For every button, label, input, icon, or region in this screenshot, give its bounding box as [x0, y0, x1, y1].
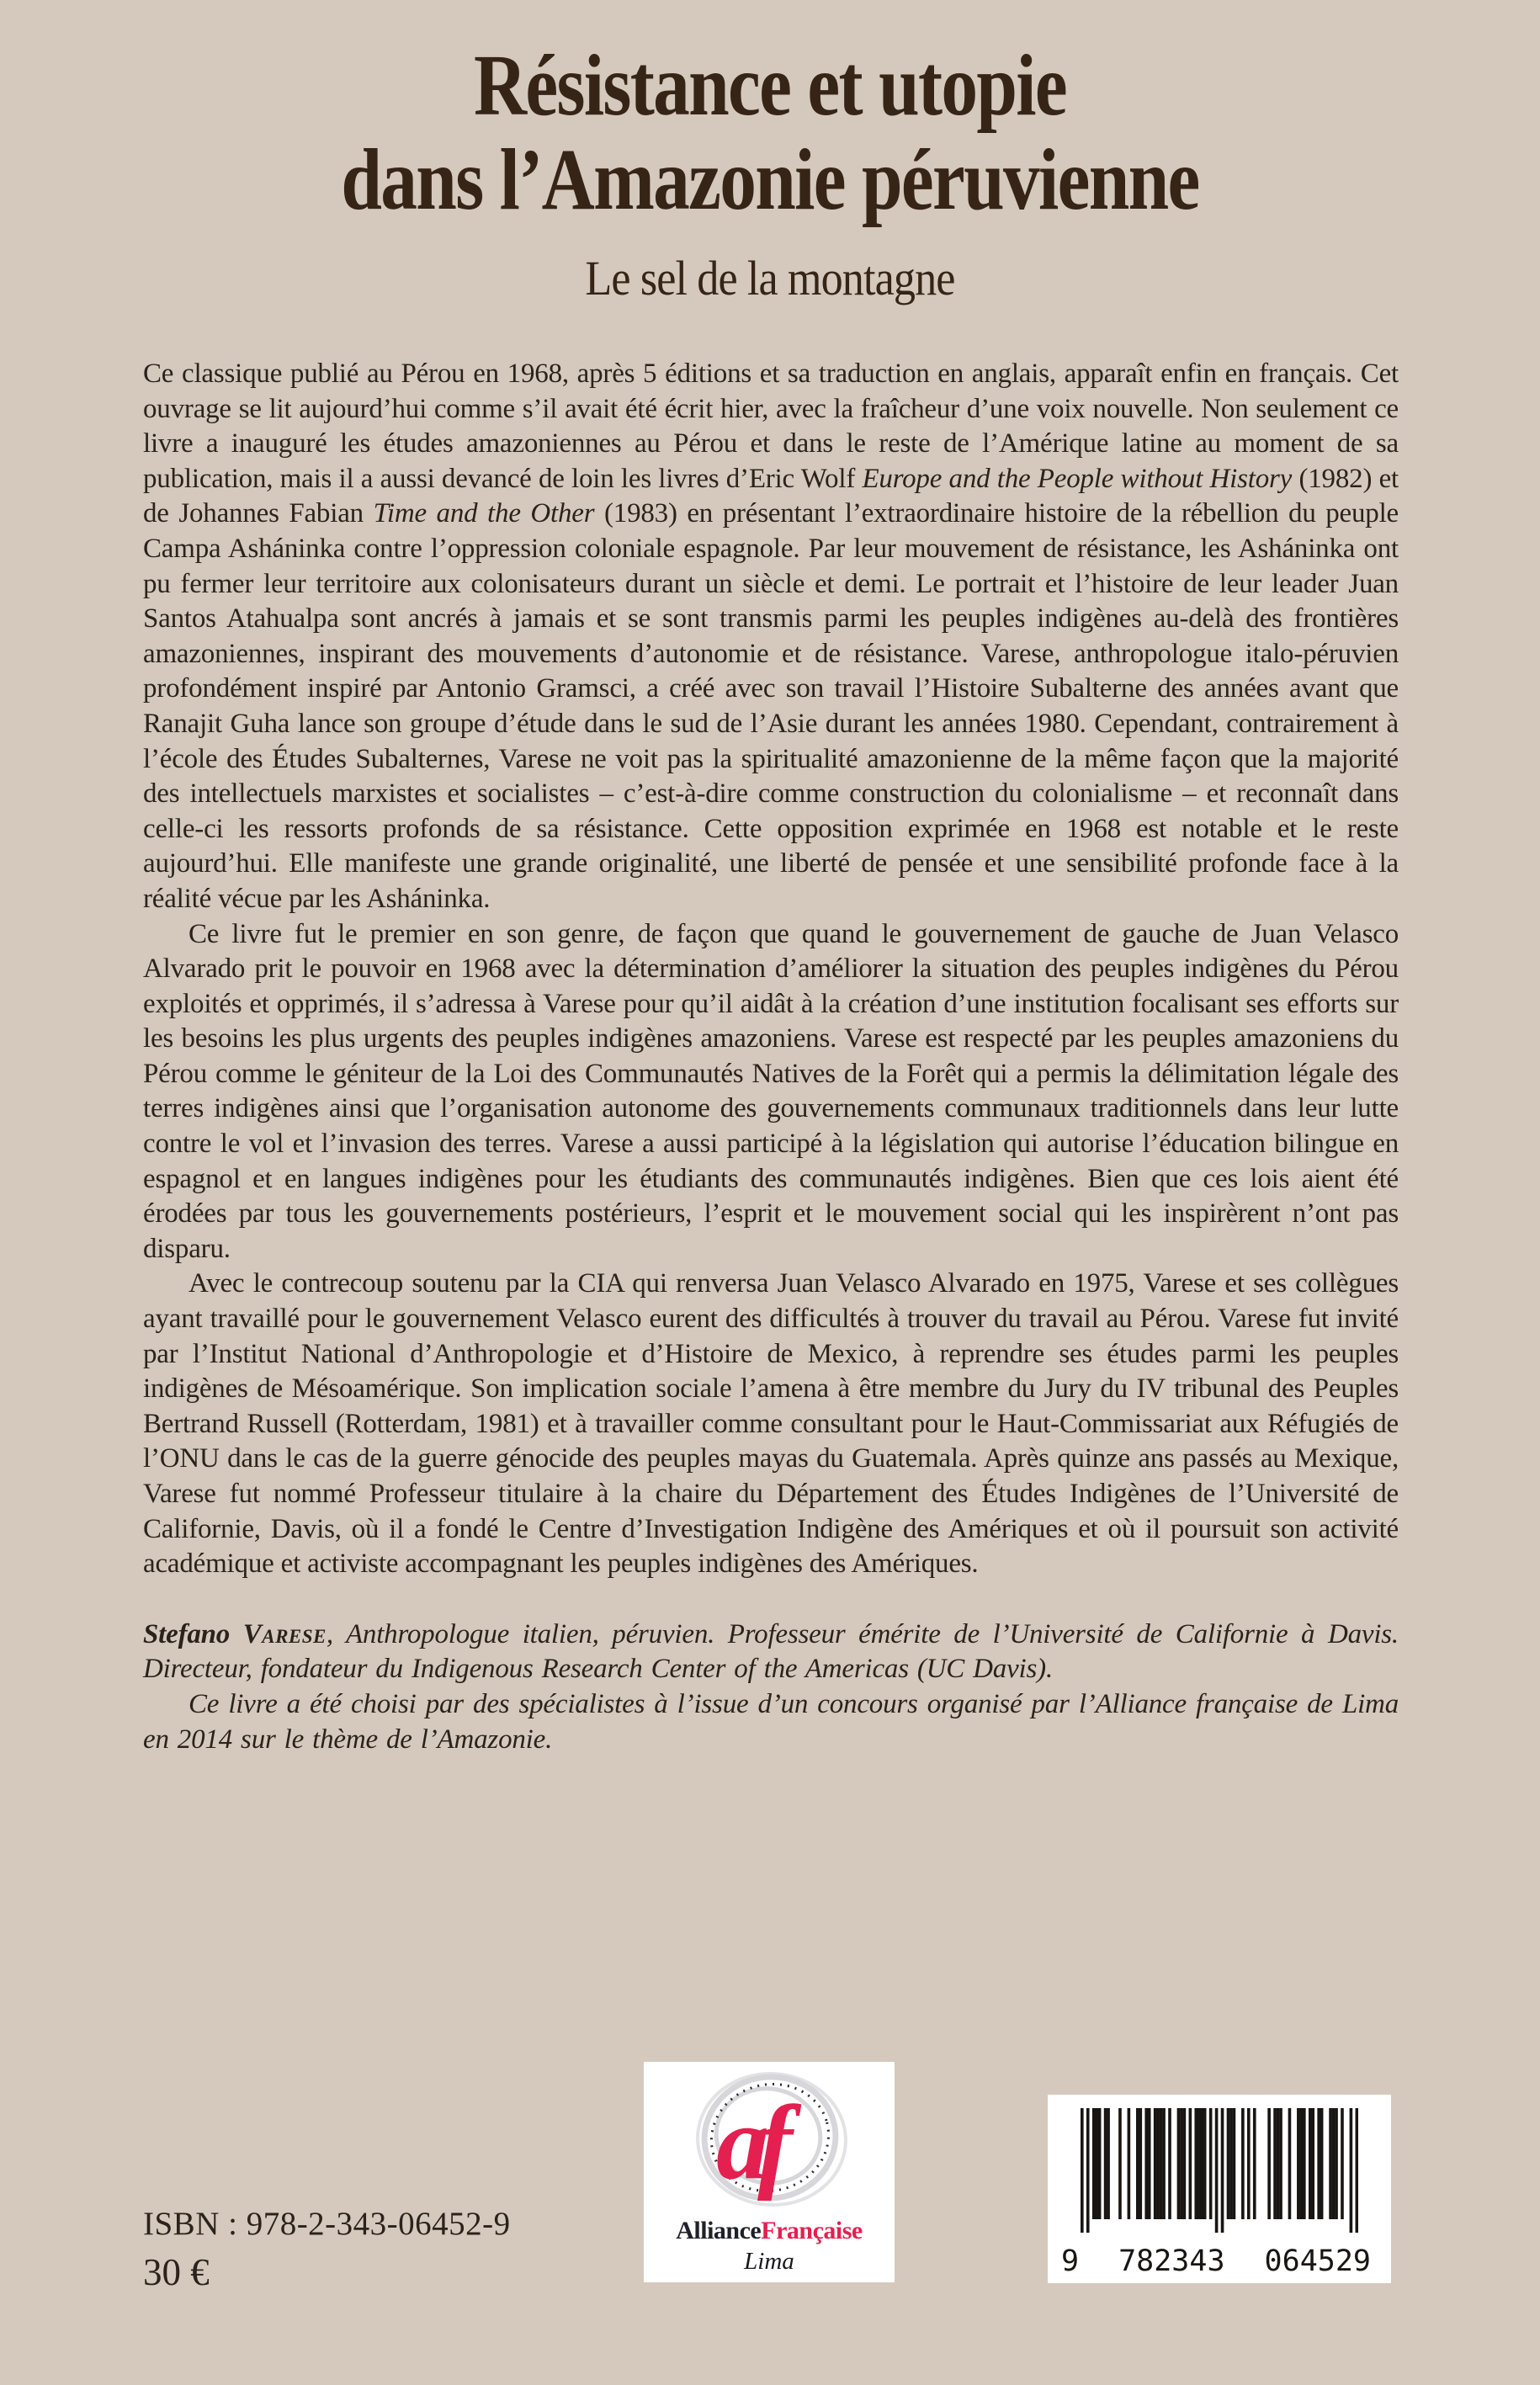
alliance-francaise-logo — [644, 2062, 895, 2282]
text-segment: , Anthropologue italien, péruvien. Professeur émérite de l’Université de Californie à Davis. Directeur, fondateur du Indigenous Research Center of the Americas (UC Davis). — [143, 1618, 1399, 1685]
paragraph — [143, 1267, 1399, 1581]
paragraph — [143, 1617, 1399, 1687]
book-title-line2: dans l’Amazonie péruvienne — [341, 131, 1199, 228]
text-segment: Varese — [242, 1618, 327, 1649]
text-segment: (1982) et de Johannes Fabian — [143, 463, 1399, 529]
paragraph — [143, 357, 1399, 917]
barcode-digit-group1: 782343 — [1118, 2244, 1225, 2278]
book-subtitle: Le sel de la montagne — [585, 251, 955, 305]
text-segment: Avec le contrecoup soutenu par la CIA qui renversa Juan Velasco Alvarado en 1975, Varese et ses collègues ayant travaillé pour le gouvernement Velasco eurent des difficultés à trouver du travail au Pérou. Varese fut invité par l’Institut National d’Anthropologie et d’Histoire de Mexico, à reprendre ses études parmi les peuples indigènes de Mésoamérique. Son implication sociale l’amena à être membre du Jury du IV tribunal des Peuples Bertrand Russell (Rotterdam, 1981) et à travailler comme consultant pour le Haut-Commissariat aux Réfugiés de l’ONU dans le cas de la guerre génocide des peuples mayas du Guatemala. Après quinze ans passés au Mexique, Varese fut nommé Professeur titulaire à la chaire du Département des Études Indigènes de l’Université de Californie, Davis, où il a fondé le Centre d’Investigation Indigène des Amériques et où il poursuit son activité académique et activiste accompagnant les peuples indigènes des Amériques. — [143, 1268, 1399, 1580]
publisher-city: Lima — [744, 2248, 794, 2275]
text-segment: Ce livre a été choisi par des spécialistes à l’issue d’un concours organisé par l’Alliance française de Lima en 2014 sur le thème de l’Amazonie. — [143, 1688, 1399, 1755]
title-block — [0, 39, 1540, 305]
isbn: ISBN : 978-2-343-06452-9 — [143, 2206, 511, 2242]
text-segment: Stefano — [143, 1618, 243, 1649]
publisher-name — [644, 2217, 895, 2245]
text-segment: Europe and the People without History — [862, 463, 1293, 494]
barcode-bars-icon — [1081, 2108, 1358, 2233]
barcode-digit-left: 9 — [1061, 2244, 1080, 2278]
af-monogram-icon — [644, 2064, 895, 2208]
barcode — [1048, 2095, 1391, 2283]
publisher-name-black: Alliance — [676, 2217, 762, 2244]
text-segment: Ce classique publié au Pérou en 1968, après 5 éditions et sa traduction en anglais, apparaît enfin en français. Cet ouvrage se lit aujourd’hui comme s’il avait été écrit hier, avec la fraîcheur d’une voix nouvelle. Non seulement ce livre a inauguré les études amazoniennes au Pérou et dans le reste de l’Amérique latine au moment de sa publication, mais il a aussi devancé de loin les livres d’Eric Wolf — [143, 359, 1399, 494]
text-segment: Time and the Other — [373, 498, 595, 529]
paragraph — [143, 917, 1399, 1267]
af-monogram-text: af — [716, 2085, 781, 2202]
publisher-name-red: Française — [761, 2217, 863, 2244]
barcode-digits — [1061, 2244, 1371, 2278]
synopsis — [143, 357, 1399, 1582]
author-bio — [143, 1617, 1399, 1757]
book-title-line1: Résistance et utopie — [474, 37, 1066, 134]
barcode-digit-group2: 064529 — [1264, 2244, 1371, 2278]
text-segment: Ce livre fut le premier en son genre, de façon que quand le gouvernement de gauche de Juan Velasco Alvarado prit le pouvoir en 1968 avec la détermination d’améliorer la situation des peuples indigènes du Pérou exploités et opprimés, il s’adressa à Varese pour qu’il aidât à la création d’une institution focalisant ses efforts sur les besoins les plus urgents des peuples indigènes amazoniens. Varese est respecté par les peuples amazoniens du Pérou comme le géniteur de la Loi des Communautés Natives de la Forêt qui a permis la délimitation légale des terres indigènes ainsi que l’organisation autonome des gouvernements communaux traditionnels dans leur lutte contre le vol et l’invasion des terres. Varese a aussi participé à la législation qui autorise l’éducation bilingue en espagnol et en langues indigènes pour les étudiants des communautés indigènes. Bien que ces lois aient été érodées par tous les gouvernements postérieurs, l’esprit et le mouvement social qui les inspirèrent n’ont pas disparu. — [143, 918, 1399, 1264]
text-segment: (1983) en présentant l’extraordinaire histoire de la rébellion du peuple Campa Asháninka contre l’oppression coloniale espagnole. Par leur mouvement de résistance, les Asháninka ont pu fermer leur territoire aux colonisateurs durant un siècle et demi. Le portrait et l’histoire de leur leader Juan Santos Atahualpa sont ancrés à jamais et se sont transmis parmi les peuples indigènes au-delà des frontières amazoniennes, inspirant des mouvements d’autonomie et de résistance. Varese, anthropologue italo-péruvien profondément inspiré par Antonio Gramsci, a créé avec son travail l’Histoire Subalterne des années avant que Ranajit Guha lance son groupe d’étude dans le sud de l’Asie durant les années 1980. Cependant, contrairement à l’école des Études Subalternes, Varese ne voit pas la spiritualité amazonienne de la même façon que la majorité des intellectuels marxistes et socialistes – c’est-à-dire comme construction du colonialisme – et reconnaît dans celle-ci les ressorts profonds de sa résistance. Cette opposition exprimée en 1968 est notable et le reste aujourd’hui. Elle manifeste une grande originalité, une liberté de pensée et une sensibilité profonde face à la réalité vécue par les Asháninka. — [143, 498, 1399, 914]
price: 30 € — [143, 2251, 210, 2293]
back-cover-text — [143, 357, 1399, 1757]
paragraph — [143, 1687, 1399, 1757]
